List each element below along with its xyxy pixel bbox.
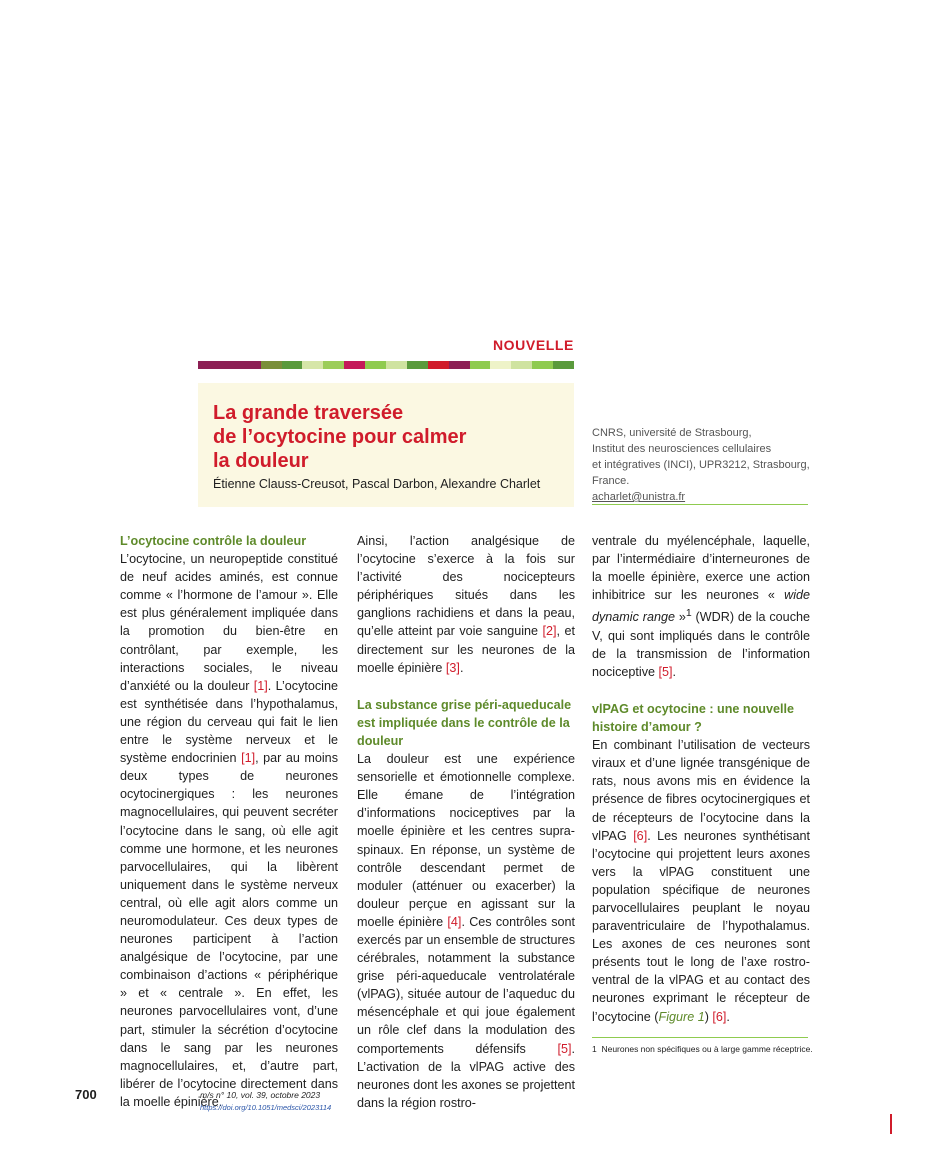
reference-link[interactable]: [5] — [658, 664, 673, 679]
color-bar-segment — [511, 361, 532, 369]
color-bar-segment — [282, 361, 303, 369]
column-2 — [357, 532, 575, 1112]
paragraph — [357, 750, 575, 1112]
color-bar-segment — [365, 361, 386, 369]
color-bar-segment — [198, 361, 219, 369]
color-bar-segment — [261, 361, 282, 369]
email-link[interactable]: acharlet@unistra.fr — [592, 491, 686, 503]
article-title — [213, 401, 563, 473]
footnote-marker[interactable]: 1 — [685, 607, 692, 620]
italic-term: wide dynamic range — [592, 588, 810, 625]
footnote-text: Neurones non spécifiques ou à large gamme réceptrice. — [601, 1044, 813, 1054]
body-text: . Les neurones synthétisant l’ocytocine qui projettent leurs axones vers la vlPAG constituent une population spécifique de neurones parvocellulaires peuplant le noyau paraventriculaire de l’hypothalamus. Les axones de ces neurones sont présents tout le long de l’axe rostro-ventral de la vlPAG et au contact des neurones exprimant le récepteur de l’ocytocine ( — [592, 828, 810, 1024]
color-bar-segment — [532, 361, 553, 369]
footnote-number: 1 — [592, 1044, 597, 1054]
column-3 — [592, 532, 810, 1026]
paragraph — [592, 736, 810, 1026]
color-bar-segment — [553, 361, 574, 369]
body-text: . — [672, 664, 677, 679]
color-bar-segment — [449, 361, 470, 369]
color-bar-segment — [386, 361, 407, 369]
color-bar-segment — [344, 361, 365, 369]
affiliation-divider — [592, 504, 808, 505]
body-text: L’ocytocine, un neuropeptide constitué de neuf acides aminés, est connue comme « l’hormone de l’amour ». Elle est plus généralement impliquée dans la promotion du bien-être en contrôlant, par exemple, les interactions sociales, le niveau d’anxiété ou la douleur — [120, 552, 338, 693]
color-bar-segment — [490, 361, 511, 369]
body-text: En combinant l’utilisation de vecteurs viraux et d’une lignée transgénique de rats, nous avons mis en évidence la présence de fibres ocytocinergiques et de récepteurs de l’ocytocine dans la vlPAG — [592, 738, 810, 843]
reference-link[interactable]: [4] — [447, 914, 462, 929]
affiliation-line: CNRS, université de Strasbourg, — [592, 427, 752, 439]
footnote-divider — [592, 1037, 808, 1038]
body-text: , et directement sur les neurones de la moelle épinière — [357, 624, 575, 675]
body-text: ventrale du myélencéphale, laquelle, par l’intermédiaire d’interneurones de la moelle épinière, exerce une action inhibitrice sur les neurones « — [592, 534, 810, 603]
section-heading: La substance grise péri-aqueducale est impliquée dans le contrôle de la douleur — [357, 697, 572, 748]
color-bar-segment — [407, 361, 428, 369]
footnote — [592, 1044, 832, 1054]
edge-mark — [890, 1114, 892, 1134]
reference-link[interactable]: [1] — [253, 678, 268, 693]
paragraph — [357, 532, 575, 677]
body-text: , par au moins deux types de neurones ocytocinergiques : les neurones magnocellulaires, qui peuvent secréter l’ocytocine dans le sang, où elle agit comme une hormone, et les neurones parvocellulaires, qui la libèrent uniquement dans le système nerveux central, où elle agit alors comme un neuromodulateur. Ces deux types de neurones participent à l’action analgésique de l’ocytocine, par une combinaison d’actions « périphérique » et « centrale ». En effet, les neurones parvocellulaires vont, d’une part, stimuler la sécrétion d’ocytocine dans le sang par les neurones magnocellulaires, et, d’autre part, libérer de l’ocytocine directement dans la moelle épinière. — [120, 751, 338, 1109]
paragraph — [120, 550, 338, 1111]
figure-link[interactable]: Figure 1 — [658, 1009, 705, 1024]
affiliation-line: et intégratives (INCI), UPR3212, Strasbourg, — [592, 459, 810, 471]
affiliation-line: France. — [592, 475, 630, 487]
body-text: (WDR) de la couche V, qui sont impliqués dans le contrôle de la transmission de l’information nociceptive — [592, 610, 810, 679]
color-bar-segment — [470, 361, 491, 369]
reference-link[interactable]: [5] — [557, 1041, 572, 1056]
color-bar-segment — [428, 361, 449, 369]
reference-link[interactable]: [1] — [241, 751, 256, 766]
title-line: La grande traversée — [213, 402, 404, 424]
section-label: NOUVELLE — [492, 337, 574, 353]
section-heading: L’ocytocine contrôle la douleur — [120, 534, 307, 548]
reference-link[interactable]: [3] — [445, 660, 460, 675]
body-text: La douleur est une expérience sensorielle et émotionnelle complexe. Elle émane de l’intégration d’informations nociceptives par la moelle épinière et les centres supra-spinaux. En réponse, un système de contrôle descendant permet de moduler (atténuer ou exacerber) la douleur perçue en agissant sur la moelle épinière — [357, 752, 575, 929]
paragraph — [592, 532, 810, 681]
color-bar-segment — [240, 361, 261, 369]
body-text: » — [674, 610, 686, 625]
body-text: . Ces contrôles sont exercés par un ensemble de structures cérébrales, notamment la substance grise péri-aqueducale ventrolatérale (vlPAG), située autour de l’aqueduc du mésencéphale et qui joue également un rôle clef dans la modulation des comportements défensifs — [357, 914, 575, 1056]
section-heading: vlPAG et ocytocine : une nouvelle histoire d’amour ? — [592, 701, 795, 735]
reference-link[interactable]: [6] — [712, 1009, 727, 1024]
authors: Étienne Clauss-Creusot, Pascal Darbon, Alexandre Charlet — [213, 477, 541, 491]
body-text: . — [459, 660, 464, 675]
body-text: Ainsi, l’action analgésique de l’ocytocine s’exerce à la fois sur l’activité des nocicepteurs périphériques situés dans les ganglions rachidiens et dans la peau, qu’elle atteint par voie sanguine — [357, 534, 575, 639]
journal-citation: m/s n° 10, vol. 39, octobre 2023 — [200, 1090, 321, 1100]
title-line: de l’ocytocine pour calmer — [213, 426, 467, 448]
reference-link[interactable]: [6] — [633, 828, 648, 843]
page-number: 700 — [75, 1087, 97, 1102]
body-text: . L’activation de la vlPAG active des neurones dont les axones se projettent dans la région rostro- — [357, 1041, 575, 1110]
color-bar — [198, 361, 574, 369]
title-line: la douleur — [213, 450, 309, 472]
body-text: ) — [704, 1009, 713, 1024]
affiliation-line: Institut des neurosciences cellulaires — [592, 443, 772, 455]
color-bar-segment — [302, 361, 323, 369]
affiliation — [592, 425, 842, 505]
color-bar-segment — [219, 361, 240, 369]
reference-link[interactable]: [2] — [542, 624, 557, 639]
doi-link[interactable]: https://doi.org/10.1051/medsci/2023114 — [200, 1103, 332, 1112]
body-text: . — [726, 1009, 730, 1024]
body-text: . L’ocytocine est synthétisée dans l’hypothalamus, une région du cerveau qui fait le lien entre le système nerveux et le système endocrinien — [120, 678, 338, 766]
column-1 — [120, 532, 338, 1111]
color-bar-segment — [323, 361, 344, 369]
